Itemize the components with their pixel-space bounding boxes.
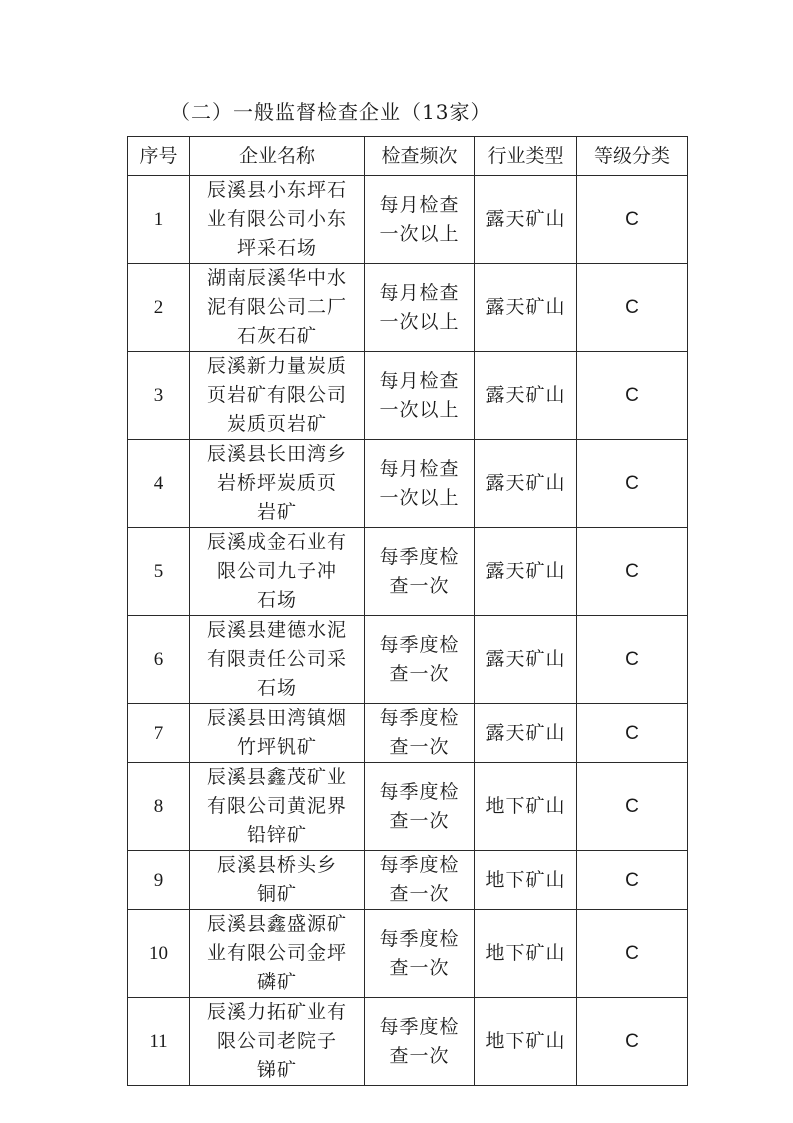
enterprise-name-line: 业有限公司小东 xyxy=(206,208,347,230)
row-enterprise-name xyxy=(190,528,365,616)
row-industry-type: 露天矿山 xyxy=(475,264,577,352)
enterprise-name-line: 辰溪县鑫茂矿业 xyxy=(206,766,347,788)
table-row xyxy=(128,704,688,763)
frequency-line: 每季度检 xyxy=(379,1015,460,1038)
row-seq: 6 xyxy=(128,616,190,704)
row-seq: 2 xyxy=(128,264,190,352)
frequency-line: 每月检查 xyxy=(379,281,460,304)
frequency-line: 查一次 xyxy=(389,956,450,979)
enterprise-name-line: 页岩矿有限公司 xyxy=(206,384,347,406)
row-frequency xyxy=(365,704,475,763)
enterprise-name-line: 铅锌矿 xyxy=(246,824,307,846)
row-frequency xyxy=(365,528,475,616)
enterprise-name-line: 石场 xyxy=(256,677,297,699)
header-grade: 等级分类 xyxy=(577,137,688,176)
table-row xyxy=(128,851,688,910)
frequency-line: 一次以上 xyxy=(379,222,460,245)
frequency-line: 每季度检 xyxy=(379,545,460,568)
enterprise-name-line: 有限责任公司采 xyxy=(206,648,347,670)
header-industry-type: 行业类型 xyxy=(475,137,577,176)
frequency-line: 一次以上 xyxy=(379,310,460,333)
row-enterprise-name xyxy=(190,998,365,1086)
row-industry-type: 露天矿山 xyxy=(475,440,577,528)
enterprise-name-line: 炭质页岩矿 xyxy=(226,413,327,435)
row-frequency xyxy=(365,851,475,910)
enterprise-name-line: 辰溪县桥头乡 xyxy=(216,854,337,876)
table-row xyxy=(128,264,688,352)
row-grade: C xyxy=(577,704,688,763)
row-industry-type: 地下矿山 xyxy=(475,910,577,998)
frequency-line: 每季度检 xyxy=(379,707,460,729)
enterprise-name-line: 铜矿 xyxy=(256,883,297,905)
row-industry-type: 地下矿山 xyxy=(475,998,577,1086)
row-seq: 10 xyxy=(128,910,190,998)
enterprise-name-line: 泥有限公司二厂 xyxy=(206,296,347,318)
enterprise-name-line: 有限公司黄泥界 xyxy=(206,795,347,817)
header-name: 企业名称 xyxy=(190,137,365,176)
row-frequency xyxy=(365,176,475,264)
row-grade: C xyxy=(577,264,688,352)
row-frequency xyxy=(365,998,475,1086)
row-industry-type: 露天矿山 xyxy=(475,616,577,704)
table-row xyxy=(128,176,688,264)
enterprise-name-line: 石场 xyxy=(256,589,297,611)
enterprise-name-line: 辰溪县鑫盛源矿 xyxy=(206,913,347,935)
frequency-line: 查一次 xyxy=(389,736,450,758)
table-row xyxy=(128,352,688,440)
row-seq: 11 xyxy=(128,998,190,1086)
row-seq: 1 xyxy=(128,176,190,264)
enterprise-name-line: 辰溪县田湾镇烟 xyxy=(206,707,347,729)
enterprise-name-line: 辰溪县小东坪石 xyxy=(206,179,347,201)
enterprise-name-line: 辰溪力拓矿业有 xyxy=(206,1001,347,1023)
table-row xyxy=(128,998,688,1086)
enterprise-name-line: 限公司老院子 xyxy=(216,1030,337,1052)
row-enterprise-name xyxy=(190,616,365,704)
row-frequency xyxy=(365,763,475,851)
enterprise-name-line: 限公司九子冲 xyxy=(216,560,337,582)
row-grade: C xyxy=(577,528,688,616)
enterprise-name-line: 辰溪县长田湾乡 xyxy=(206,443,347,465)
enterprise-name-line: 竹坪钒矿 xyxy=(236,736,317,758)
row-industry-type: 露天矿山 xyxy=(475,176,577,264)
row-grade: C xyxy=(577,616,688,704)
frequency-line: 查一次 xyxy=(389,574,450,597)
row-enterprise-name xyxy=(190,176,365,264)
enterprise-name-line: 岩矿 xyxy=(256,501,297,523)
frequency-line: 一次以上 xyxy=(379,398,460,421)
row-industry-type: 露天矿山 xyxy=(475,704,577,763)
row-grade: C xyxy=(577,851,688,910)
row-industry-type: 地下矿山 xyxy=(475,851,577,910)
row-enterprise-name xyxy=(190,910,365,998)
enterprise-name-line: 辰溪新力量炭质 xyxy=(206,355,347,377)
row-grade: C xyxy=(577,910,688,998)
row-enterprise-name xyxy=(190,704,365,763)
section-heading: （二）一般监督检查企业（13家） xyxy=(170,100,492,124)
table-header-row xyxy=(128,137,688,176)
row-seq: 3 xyxy=(128,352,190,440)
row-frequency xyxy=(365,616,475,704)
frequency-line: 查一次 xyxy=(389,883,450,905)
row-seq: 9 xyxy=(128,851,190,910)
row-seq: 4 xyxy=(128,440,190,528)
row-frequency xyxy=(365,352,475,440)
row-enterprise-name xyxy=(190,763,365,851)
table-row xyxy=(128,910,688,998)
frequency-line: 每季度检 xyxy=(379,780,460,803)
enterprise-name-line: 业有限公司金坪 xyxy=(206,942,347,964)
row-grade: C xyxy=(577,352,688,440)
enterprise-name-line: 磷矿 xyxy=(256,971,297,993)
frequency-line: 每月检查 xyxy=(379,369,460,392)
frequency-line: 查一次 xyxy=(389,809,450,832)
enterprise-name-line: 辰溪成金石业有 xyxy=(206,531,347,553)
row-grade: C xyxy=(577,440,688,528)
row-grade: C xyxy=(577,176,688,264)
row-industry-type: 地下矿山 xyxy=(475,763,577,851)
row-seq: 8 xyxy=(128,763,190,851)
row-enterprise-name xyxy=(190,352,365,440)
table-row xyxy=(128,763,688,851)
row-frequency xyxy=(365,440,475,528)
frequency-line: 一次以上 xyxy=(379,486,460,509)
table-row xyxy=(128,616,688,704)
row-seq: 7 xyxy=(128,704,190,763)
enterprise-name-line: 坪采石场 xyxy=(236,237,317,259)
enterprise-name-line: 锑矿 xyxy=(256,1059,297,1081)
row-grade: C xyxy=(577,998,688,1086)
row-enterprise-name xyxy=(190,851,365,910)
frequency-line: 每季度检 xyxy=(379,927,460,950)
frequency-line: 每季度检 xyxy=(379,633,460,656)
row-seq: 5 xyxy=(128,528,190,616)
enterprise-name-line: 辰溪县建德水泥 xyxy=(206,619,347,641)
frequency-line: 每月检查 xyxy=(379,193,460,216)
table-row xyxy=(128,528,688,616)
header-frequency: 检查频次 xyxy=(365,137,475,176)
frequency-line: 查一次 xyxy=(389,662,450,685)
row-industry-type: 露天矿山 xyxy=(475,352,577,440)
row-industry-type: 露天矿山 xyxy=(475,528,577,616)
row-enterprise-name xyxy=(190,440,365,528)
row-frequency xyxy=(365,910,475,998)
header-seq: 序号 xyxy=(128,137,190,176)
table-row xyxy=(128,440,688,528)
enterprise-name-line: 石灰石矿 xyxy=(236,325,317,347)
enterprise-name-line: 湖南辰溪华中水 xyxy=(206,267,347,289)
enterprise-table xyxy=(127,136,688,1086)
enterprise-name-line: 岩桥坪炭质页 xyxy=(216,472,337,494)
row-frequency xyxy=(365,264,475,352)
frequency-line: 查一次 xyxy=(389,1044,450,1067)
row-enterprise-name xyxy=(190,264,365,352)
table-body xyxy=(128,176,688,1086)
frequency-line: 每月检查 xyxy=(379,457,460,480)
frequency-line: 每季度检 xyxy=(379,854,460,876)
row-grade: C xyxy=(577,763,688,851)
